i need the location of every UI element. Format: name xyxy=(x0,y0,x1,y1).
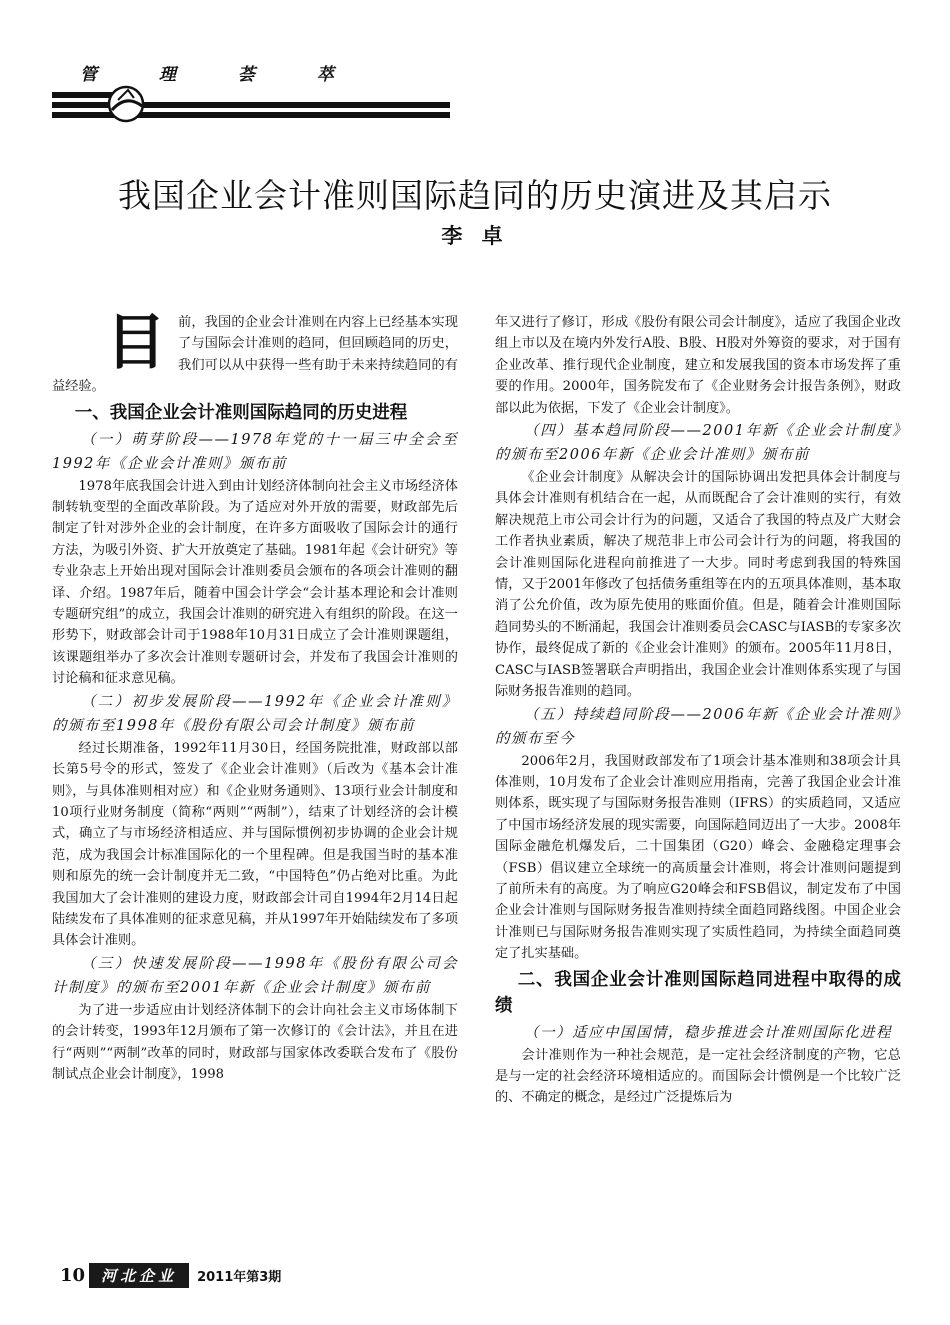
issue-label: 2011年第3期 xyxy=(197,1269,282,1285)
subsection-4-paragraph: 《企业会计制度》从解决会计的国际协调出发把具体会计制度与具体会计准则有机结合在一起，从而既配合了会计准则的实行，有效解决规范上市公司会计行为的问题，又适合了我国的特点及广大财会工作者执业素质，解决了规范非上市公司会计行为的问题，将我国的会计准则国际化进程向前推进了一大步。同时考虑到我国的特殊国情，又于2001年修改了包括债务重组等在内的五项具体准则，基本取消了公允价值，改为原先使用的账面价值。但是，随着会计准则国际趋同势头的不断涌起，我国会计准则委员会CASC与IASB的专家多次协作，最终促成了新的《企业会计准则》的颁布。2005年11月8日，CASC与IASB签署联合声明指出，我国企业会计准则体系实现了与国际财务报告准则的趋同。 xyxy=(495,470,901,700)
subsection-3-continued: 年又进行了修订，形成《股份有限公司会计制度》，适应了我国企业改组上市以及在境内外发行A股、B股、H股对外筹资的要求，对于国有企业改革、推行现代企业制度，建立和发展我国的资本市场发挥了重要的作用。2000年，国务院发布了《企业财务会计报告条例》，财政部以此为依据，下发了《企业会计制度》。 xyxy=(495,315,901,416)
drop-cap: 目 xyxy=(106,308,166,378)
section-heading-2: 二、我国企业会计准则国际趋同进程中取得的成绩 xyxy=(495,969,901,1016)
right-column xyxy=(495,312,901,1109)
subsection-5-paragraph: 2006年2月，我国财政部发布了1项会计基本准则和38项会计具体准则，10月发布了企业会计准则应用指南，完善了我国企业会计准则体系，既实现了与国际财务报告准则（IFRS）的实质趋同，又适应了中国市场经济发展的现实需要，向国际趋同迈出了一大步。2008年国际金融危机爆发后，二十国集团（G20）峰会、金融稳定理事会（FSB）倡议建立全球统一的高质量会计准则，将会计准则问题提到了前所未有的高度。为了响应G20峰会和FSB倡议，制定发布了中国企业会计准则与国际财务报告准则持续全面趋同路线图。中国企业会计准则已与国际财务报告准则实现了实质性趋同，为持续全面趋同奠定了扎实基础。 xyxy=(495,753,901,962)
subsection-1-paragraph: 1978年底我国会计进入到由计划经济体制向社会主义市场经济体制转轨变型的全面改革阶段。为了适应对外开放的需要，财政部先后制定了针对涉外企业的会计制度，在许多方面吸收了国际会计的通行方法，为吸引外资、扩大开放奠定了基础。1981年起《会计研究》等专业杂志上开始出现对国际会计准则委员会颁布的各项会计准则的翻译、介绍。1987年后，随着中国会计学会“会计基本理论和会计准则专题研究组”的成立，我国会计准则的研究进入有组织的阶段。在这一形势下，财政部会计司于1988年10月31日成立了会计准则课题组，该课题组举办了多次会计准则专题研讨会，并发布了我国会计准则的讨论稿和征求意见稿。 xyxy=(52,478,458,687)
column-tag-logo-icon xyxy=(104,80,148,124)
subsection-3-paragraph: 为了进一步适应由计划经济体制下的会计向社会主义市场体制下的会计转变，1993年12月颁布了第一次修订的《会计法》，并且在进行“两则”“两制”改革的同时，财政部与国家体改委联合发布了《股份制试点企业会计制度》，1998 xyxy=(52,1002,458,1082)
article-title: 我国企业会计准则国际趋同的历史演进及其启示 xyxy=(118,176,832,215)
subsection-heading-6: （一）适应中国国情，稳步推进会计准则国际化进程 xyxy=(524,1024,892,1041)
subsection-6-paragraph: 会计准则作为一种社会规范，是一定社会经济制度的产物，它总是与一定的社会经济环境相适应的。而国际会计惯例是一个比较广泛的、不确定的概念，是经过广泛提炼后为 xyxy=(495,1047,901,1106)
left-column xyxy=(52,308,458,1085)
subsection-heading-3: （三）快速发展阶段——1998年《股份有限公司会计制度》的颁布至2001年新《企业会计制度》颁布前 xyxy=(52,955,458,996)
page-footer xyxy=(60,1262,281,1288)
magazine-name: 河北企业 xyxy=(89,1263,189,1288)
section-heading-1: 一、我国企业会计准则国际趋同的历史进程 xyxy=(74,402,408,423)
subsection-heading-5: （五）持续趋同阶段——2006年新《企业会计准则》的颁布至今 xyxy=(495,706,901,747)
column-tag: 管 理 荟 萃 xyxy=(80,65,362,85)
subsection-heading-1: （一）萌芽阶段——1978年党的十一届三中全会至1992年《企业会计准则》颁布前 xyxy=(52,431,458,472)
subsection-heading-4: （四）基本趋同阶段——2001年新《企业会计制度》的颁布至2006年新《企业会计准则》颁布前 xyxy=(495,423,901,464)
intro-paragraph: 前，我国的企业会计准则在内容上已经基本实现了与国际会计准则的趋同，但回顾趋同的历史，我们可以从中获得一些有助于未来持续趋同的有益经验。 xyxy=(52,315,458,395)
page-number: 10 xyxy=(60,1264,86,1286)
article-author: 李 卓 xyxy=(441,224,509,248)
subsection-2-paragraph: 经过长期准备，1992年11月30日，经国务院批准，财政部以部长第5号令的形式，签发了《企业会计准则》（后改为《基本会计准则》，与具体准则相对应）和《企业财务通则》、13项行业会计制度和10项行业财务制度（简称“两则”“两制”），结束了计划经济的会计模式，确立了与市场经济相适应、并与国际惯例初步协调的企业会计规范，成为我国会计标准国际化的一个里程碑。但是我国当时的基本准则和原先的统一会计制度并无二致，“中国特色”仍占绝对比重。为此我国加大了会计准则的建设力度，财政部会计司自1994年2月14日起陆续发布了具体准则的征求意见稿，并从1997年开始陆续发布了多项具体会计准则。 xyxy=(52,740,458,949)
subsection-heading-2: （二）初步发展阶段——1992年《企业会计准则》的颁布至1998年《股份有限公司会计制度》颁布前 xyxy=(52,693,458,734)
